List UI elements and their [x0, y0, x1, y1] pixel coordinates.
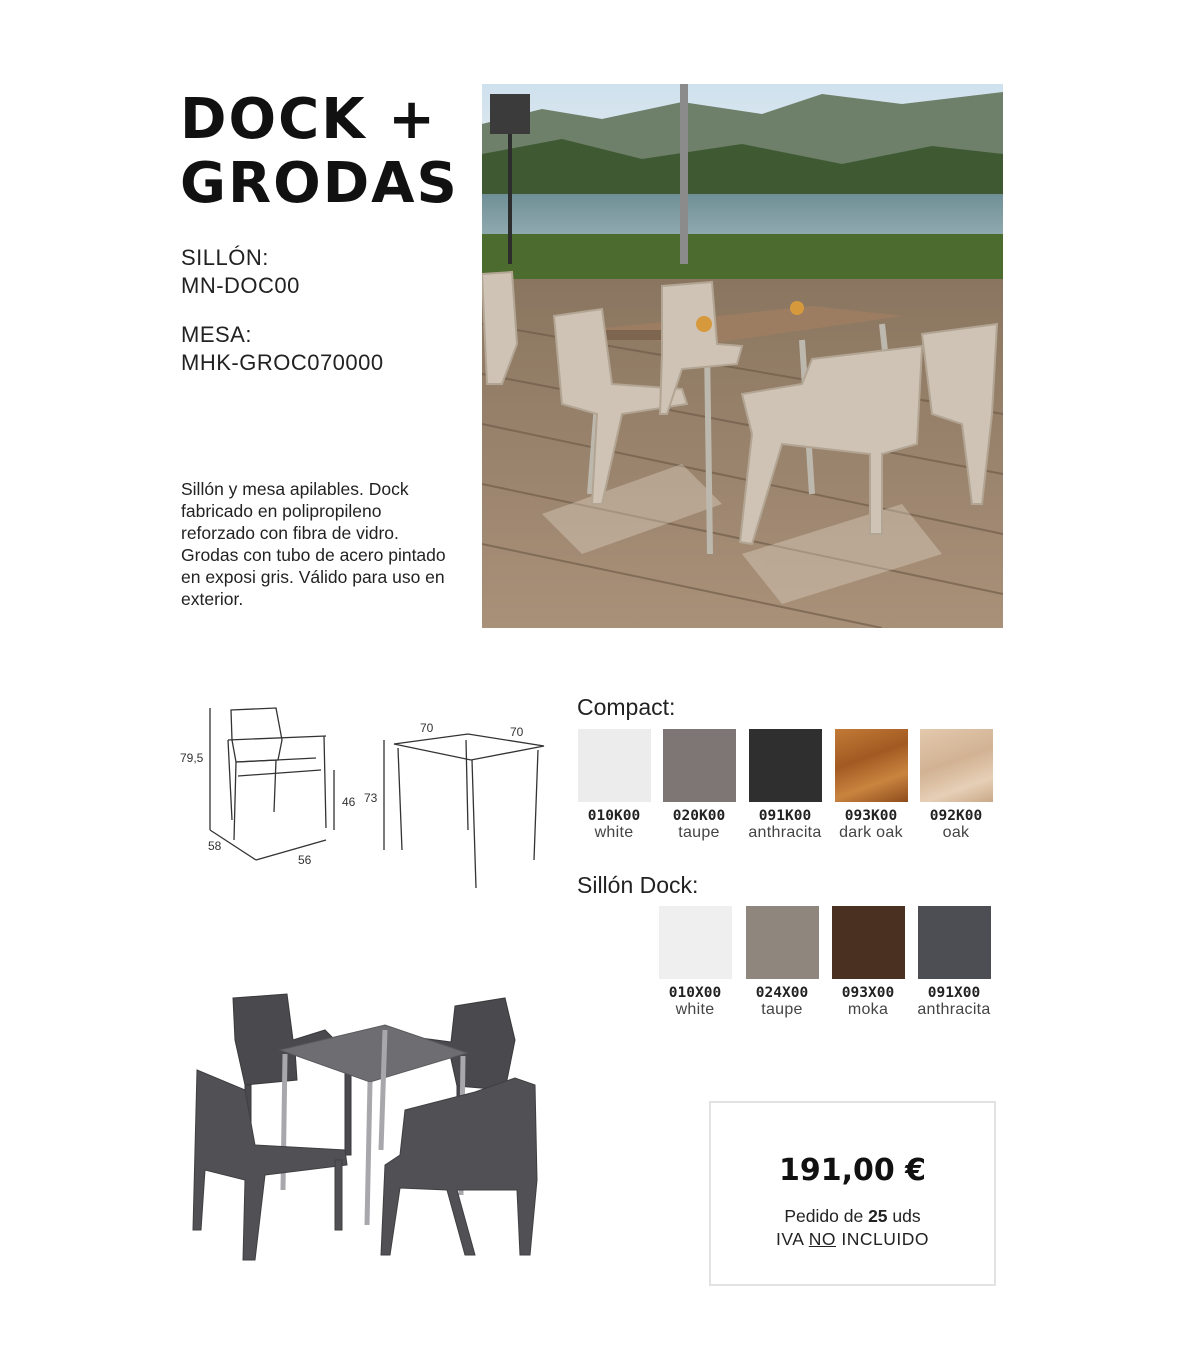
product-set-image: [185, 950, 555, 1270]
sillon-label: SILLÓN:: [181, 245, 269, 270]
mesa-code: MHK-GROC070000: [181, 350, 384, 375]
order-suffix: uds: [887, 1206, 921, 1226]
swatch-name: anthracita: [748, 824, 822, 841]
mesa-label: MESA:: [181, 322, 252, 347]
order-quantity-note: [711, 1206, 994, 1227]
dock-swatch-item: [737, 906, 827, 1019]
dock-swatch-item: [823, 906, 913, 1019]
color-swatch: [746, 906, 819, 979]
swatch-code: 020K00: [672, 808, 726, 824]
vat-note: [711, 1229, 994, 1250]
swatch-name: taupe: [678, 824, 720, 841]
compact-swatch-item: [740, 729, 830, 842]
color-swatch: [835, 729, 908, 802]
swatch-name: anthracita: [917, 1001, 991, 1018]
sillon-code-block: [181, 244, 300, 300]
terrace-photo: [482, 84, 1003, 628]
compact-swatch-item: [654, 729, 744, 842]
swatch-name: moka: [847, 1001, 889, 1018]
swatch-name: white: [675, 1001, 715, 1018]
swatch-code: 093K00: [844, 808, 898, 824]
dimension-drawing: [176, 700, 556, 895]
swatch-code: 092K00: [929, 808, 983, 824]
iva-no: NO: [808, 1229, 837, 1249]
color-swatch: [920, 729, 993, 802]
swatch-name: oak: [942, 824, 970, 841]
dim-chair-depth: 58: [208, 839, 222, 853]
compact-label: Compact:: [577, 694, 676, 720]
sillon-code: MN-DOC00: [181, 273, 300, 298]
swatch-name: white: [594, 824, 634, 841]
dim-seat-height: 46: [342, 795, 356, 809]
dock-swatch-item: [909, 906, 999, 1019]
color-swatch: [578, 729, 651, 802]
mesa-code-block: [181, 321, 384, 377]
swatch-code: 093X00: [841, 985, 895, 1001]
title-line-1: DOCK +: [180, 87, 437, 152]
dock-label: Sillón Dock:: [577, 872, 699, 898]
title-line-2: GRODAS: [180, 151, 459, 216]
price-amount: 191,00 €: [778, 1153, 927, 1188]
swatch-name: dark oak: [839, 824, 903, 841]
compact-swatch-item: [569, 729, 659, 842]
color-swatch: [918, 906, 991, 979]
product-description: Sillón y mesa apilables. Dock fabricado en polipropileno reforzado con fibra de vidro. Grodas con tubo de acero pintado en exposi gris. Válido para uso en exterior.: [181, 479, 446, 609]
dock-swatch-item: [650, 906, 740, 1019]
swatch-code: 010X00: [668, 985, 722, 1001]
order-qty: 25: [868, 1206, 888, 1226]
swatch-code: 091K00: [758, 808, 812, 824]
iva-suffix: INCLUIDO: [836, 1229, 930, 1249]
dim-table-width: 70: [420, 721, 434, 735]
swatch-code: 010K00: [587, 808, 641, 824]
swatch-name: taupe: [761, 1001, 803, 1018]
color-swatch: [832, 906, 905, 979]
iva-prefix: IVA: [775, 1229, 809, 1249]
dim-chair-height: 79,5: [180, 751, 204, 765]
compact-swatch-item: [911, 729, 1001, 842]
dim-table-height: 73: [364, 791, 378, 805]
color-swatch: [659, 906, 732, 979]
product-title: [180, 88, 459, 216]
color-swatch: [749, 729, 822, 802]
compact-swatch-item: [826, 729, 916, 842]
dim-chair-width: 56: [298, 853, 312, 867]
swatch-code: 091X00: [927, 985, 981, 1001]
dim-table-depth: 70: [510, 725, 524, 739]
color-swatch: [663, 729, 736, 802]
price-box: [709, 1101, 996, 1286]
swatch-code: 024X00: [755, 985, 809, 1001]
order-prefix: Pedido de: [784, 1206, 869, 1226]
